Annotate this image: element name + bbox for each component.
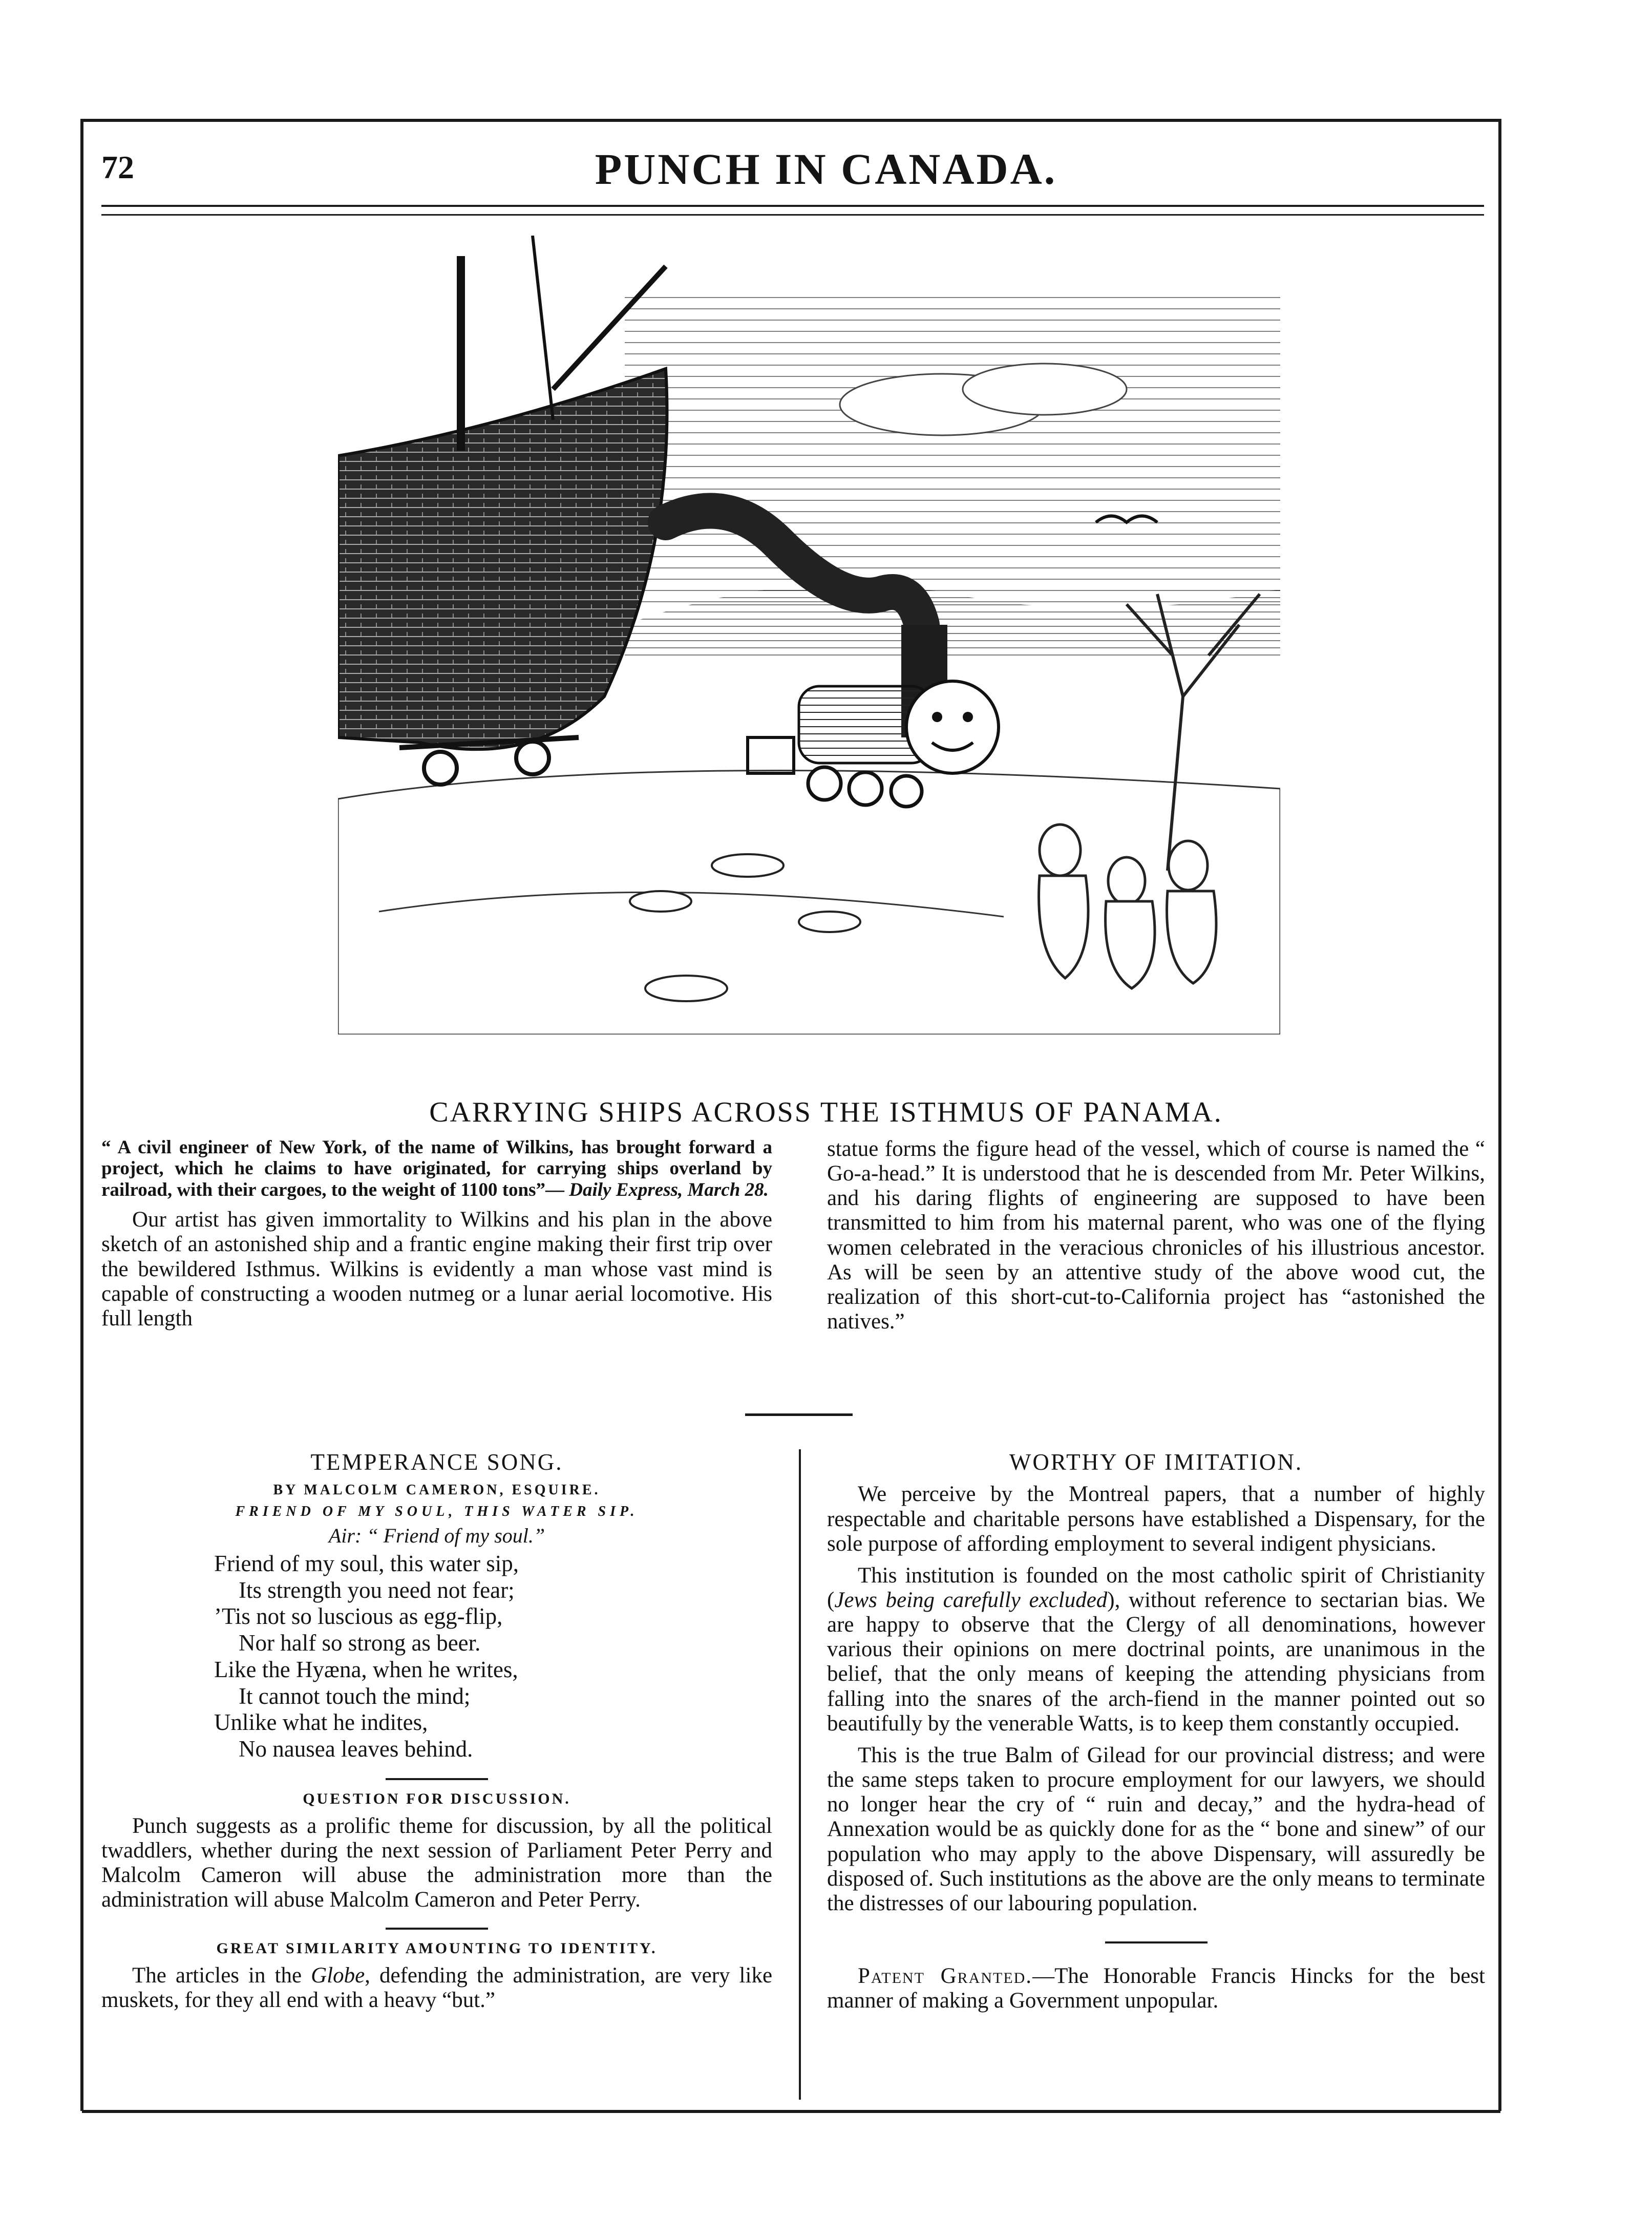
page-border-bottom (82, 2110, 1500, 2113)
verse-line: Like the Hyæna, when he writes, (214, 1656, 518, 1682)
verse-line: Nor half so strong as beer. (239, 1630, 481, 1656)
similarity-heading: GREAT SIMILARITY AMOUNTING TO IDENTITY. (216, 1940, 658, 1957)
cloud (963, 364, 1127, 415)
column-separator (799, 1449, 801, 2100)
wheel (516, 742, 549, 774)
page-number: 72 (101, 149, 134, 185)
song-subtitle: FRIEND OF MY SOUL, THIS WATER SIP. (235, 1503, 639, 1519)
verse-line: It cannot touch the mind; (239, 1683, 471, 1709)
question-text: Punch suggests as a prolific theme for discussion, by all the political twaddlers, whether during the next session of Parliament Peter Perry and Malcolm Cameron will abuse the administration more than the administration will abuse Malcolm Cameron and Peter Perry. (101, 1813, 772, 1912)
lower-left-column (101, 1449, 772, 2020)
ship-hull (338, 369, 667, 749)
patent-notice: Patent Granted.—The Honorable Francis Hincks for the best manner of making a Government unpopular. (827, 1964, 1485, 2013)
sky-hatching (625, 287, 1280, 604)
section-divider (386, 1928, 488, 1930)
header-rule-lower (101, 214, 1484, 216)
section-divider (1105, 1941, 1208, 1943)
question-heading: QUESTION FOR DISCUSSION. (303, 1790, 571, 1807)
illustration-caption: CARRYING SHIPS ACROSS THE ISTHMUS OF PANAMA. (429, 1096, 1223, 1128)
page-border-top (82, 119, 1500, 122)
article-left-column (101, 1137, 772, 1338)
newspaper-name: Globe (311, 1963, 365, 1988)
article-paragraph: Our artist has given immortality to Wilkins and his plan in the above sketch of an astonished ship and a frantic engine making their first trip over the bewildered Isthmus. Wilkins is evidently a man whose vast mind is capable of constructing a wooden nutmeg or a lunar aerial locomotive. His full length (101, 1208, 772, 1330)
worthy-paragraph: This institution is founded on the most catholic spirit of Christianity (Jews being carefully excluded), without reference to sectarian bias. We are happy to observe that the Clergy of all denominations, however various their opinions on mere doctrinal points, are unanimous in the belief, that the only means of keeping the attending physicians from falling into the snares of the arch-fiend in the manner pointed out so beautifully by the venerable Watts, is to keep them constantly occupied. (827, 1563, 1485, 1736)
worthy-paragraph: We perceive by the Montreal papers, that a number of highly respectable and charitable persons have established a Dispensary, for the sole purpose of affording employment to several indigent physicians. (827, 1482, 1485, 1556)
lower-right-column (827, 1449, 1485, 2020)
engraving-illustration (338, 236, 1280, 1034)
similarity-text: The articles in the Globe, defending the administration, are very like muskets, for they all end with a heavy “but.” (101, 1963, 773, 2012)
song-air: Air: “ Friend of my soul.” (328, 1524, 545, 1548)
verse-line: Unlike what he indites, (214, 1709, 428, 1736)
running-title: PUNCH IN CANADA. (595, 144, 1057, 194)
header-rule (101, 205, 1484, 207)
verse-line: Friend of my soul, this water sip, (214, 1550, 519, 1576)
patent-label: Patent Granted. (858, 1964, 1033, 1989)
section-divider (386, 1778, 488, 1780)
article-epigraph: “ A civil engineer of New York, of the name of Wilkins, has brought forward a project, which he claims to have originated, for carrying ships overland by railroad, with their cargoes, to the weight of 1100 tons”— Daily Express, March 28. (101, 1137, 772, 1200)
worthy-title: WORTHY OF IMITATION. (1009, 1449, 1303, 1475)
article-right-column (827, 1137, 1485, 1341)
article-paragraph-continued: statue forms the figure head of the vessel, which of course is named the “ Go-a-head.” It is understood that he is descended from Mr. Peter Wilkins, and his daring flights of engineering are supposed to have been transmitted to him from his maternal parent, who was one of the flying women celebrated in the veracious chronicles of his illustrious ancestor. As will be seen by an attentive study of the above wood cut, the realization of this short-cut-to-California project has “astonished the natives.” (827, 1137, 1485, 1334)
engine-face (906, 681, 999, 773)
section-divider (745, 1413, 853, 1416)
epigraph-source: Daily Express, March 28. (569, 1179, 769, 1200)
verse-line: ’Tis not so luscious as egg-flip, (214, 1603, 503, 1630)
song-title: TEMPERANCE SONG. (310, 1449, 563, 1475)
song-verse (101, 1551, 772, 1763)
wheel (424, 752, 457, 785)
verse-line: No nausea leaves behind. (239, 1736, 473, 1762)
verse-line: Its strength you need not fear; (239, 1577, 515, 1603)
song-byline: BY MALCOLM CAMERON, ESQUIRE. (273, 1482, 601, 1498)
worthy-paragraph: This is the true Balm of Gilead for our provincial distress; and were the same steps taken to procure employment for our lawyers, we should no longer hear the cry of “ ruin and decay,” and the hydra-head of Annexation would be as quickly done for as the “ bone and sinew” of our population who may apply to the above Dispensary, will assuredly be disposed of. Such institutions as the above are the only means to terminate the distresses of our labouring population. (827, 1743, 1485, 1915)
